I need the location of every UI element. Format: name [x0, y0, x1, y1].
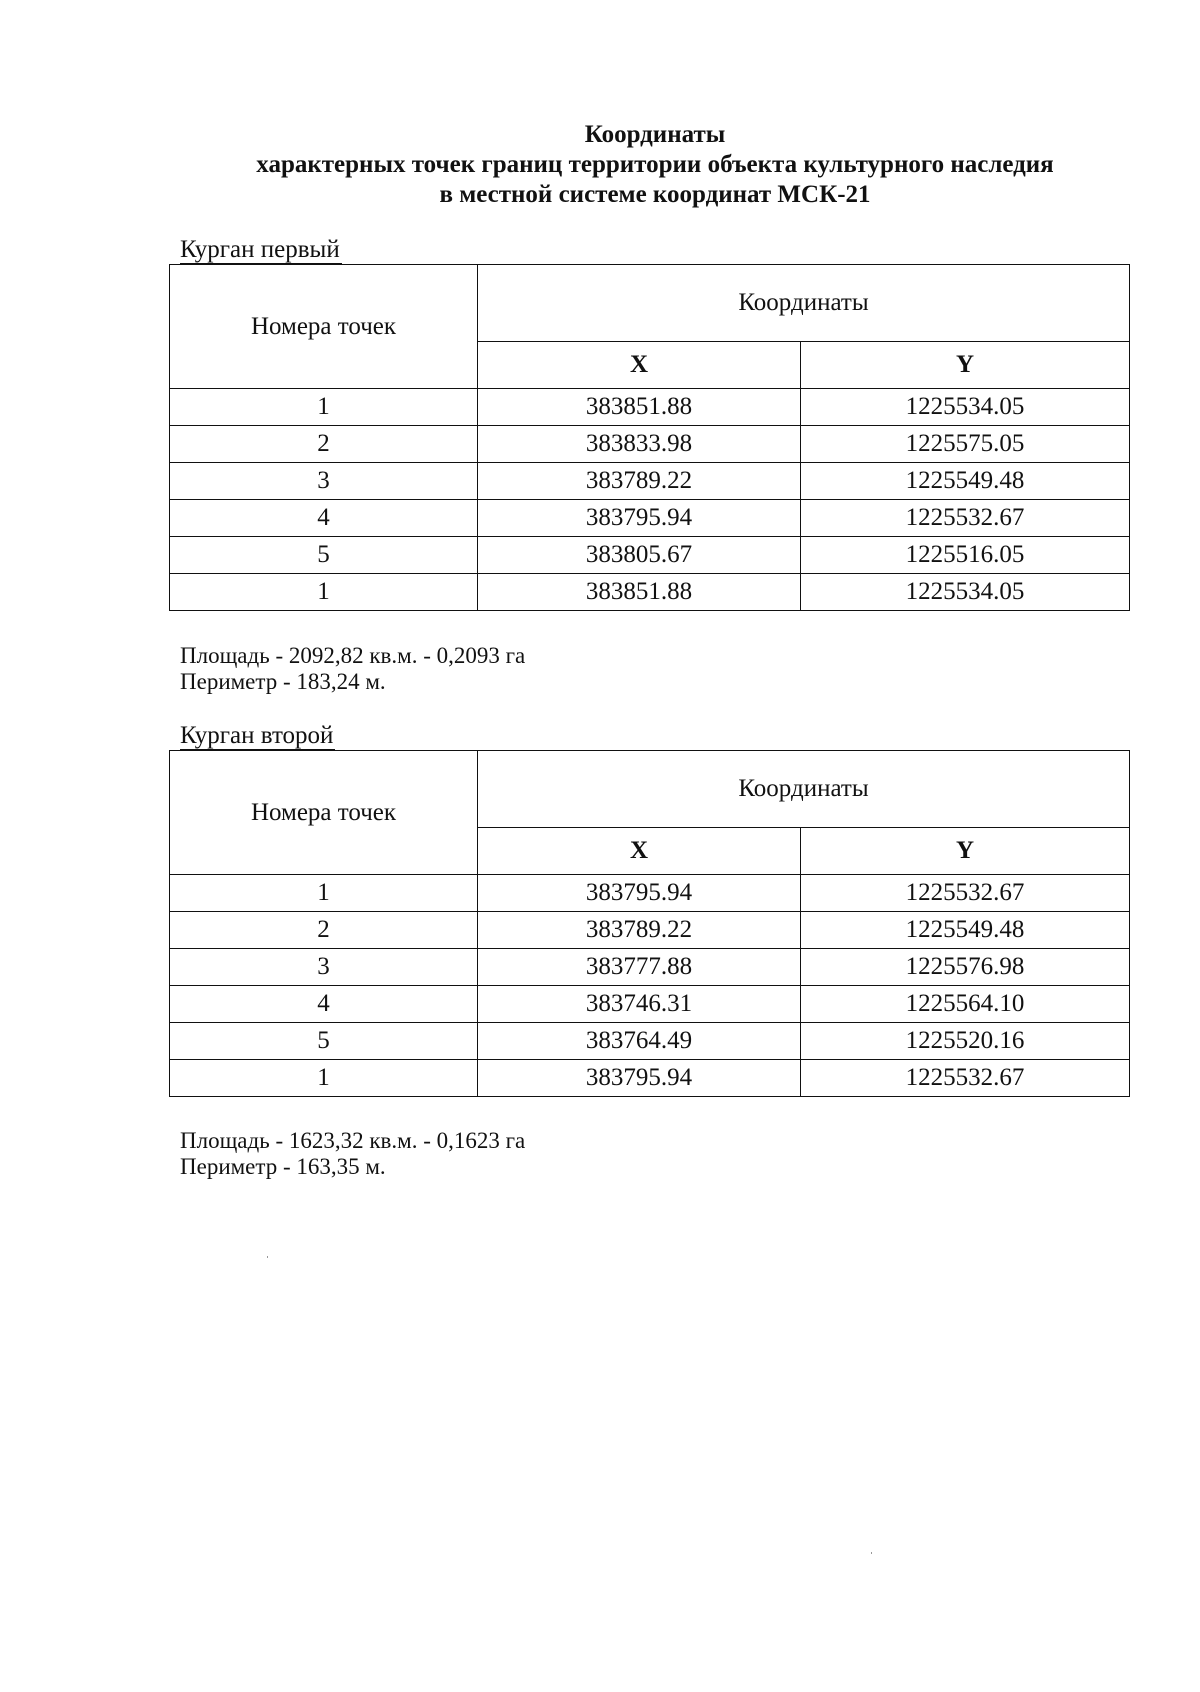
- scan-speck: [267, 1256, 268, 1258]
- coord-x: 383851.88: [478, 389, 801, 426]
- coord-x: 383789.22: [478, 463, 801, 500]
- document-title: [0, 120, 1200, 210]
- coordinates-table-kurgan-1: [169, 264, 1130, 611]
- coord-y: 1225534.05: [801, 574, 1130, 611]
- table-row: [170, 986, 1130, 1023]
- coord-x: 383833.98: [478, 426, 801, 463]
- table-row: [170, 875, 1130, 912]
- header-coordinates: Координаты: [478, 751, 1130, 828]
- header-x: X: [478, 828, 801, 875]
- coord-y: 1225532.67: [801, 500, 1130, 537]
- table-row: [170, 912, 1130, 949]
- table-row: [170, 500, 1130, 537]
- summary-kurgan-2: [180, 1128, 525, 1180]
- table-row: [170, 463, 1130, 500]
- area-text: Площадь - 1623,32 кв.м. - 0,1623 га: [180, 1128, 526, 1153]
- coord-x: 383789.22: [478, 912, 801, 949]
- point-number: 1: [170, 875, 478, 912]
- point-number: 2: [170, 912, 478, 949]
- point-number: 1: [170, 574, 478, 611]
- coord-y: 1225564.10: [801, 986, 1130, 1023]
- header-point-numbers: Номера точек: [170, 265, 478, 389]
- table-row: [170, 574, 1130, 611]
- header-x: X: [478, 342, 801, 389]
- coord-x: 383805.67: [478, 537, 801, 574]
- title-line-2: характерных точек границ территории объекта культурного наследия: [256, 151, 1054, 178]
- point-number: 1: [170, 389, 478, 426]
- header-point-numbers: Номера точек: [170, 751, 478, 875]
- point-number: 2: [170, 426, 478, 463]
- coord-y: 1225532.67: [801, 1060, 1130, 1097]
- coord-x: 383746.31: [478, 986, 801, 1023]
- coord-y: 1225516.05: [801, 537, 1130, 574]
- coord-x: 383764.49: [478, 1023, 801, 1060]
- point-number: 3: [170, 949, 478, 986]
- scan-speck: [871, 1552, 872, 1554]
- coord-y: 1225549.48: [801, 912, 1130, 949]
- table-row: [170, 949, 1130, 986]
- coord-x: 383777.88: [478, 949, 801, 986]
- coord-x: 383795.94: [478, 875, 801, 912]
- point-number: 4: [170, 500, 478, 537]
- coord-x: 383795.94: [478, 500, 801, 537]
- coord-y: 1225575.05: [801, 426, 1130, 463]
- section-label-kurgan-2: Курган второй: [180, 722, 334, 749]
- summary-kurgan-1: [180, 643, 525, 695]
- point-number: 1: [170, 1060, 478, 1097]
- table-row: [170, 1023, 1130, 1060]
- coord-y: 1225532.67: [801, 875, 1130, 912]
- coord-y: 1225520.16: [801, 1023, 1130, 1060]
- section-label-kurgan-1: Курган первый: [180, 236, 340, 263]
- perimeter-text: Периметр - 163,35 м.: [180, 1154, 386, 1179]
- header-y: Y: [801, 342, 1130, 389]
- point-number: 5: [170, 537, 478, 574]
- area-text: Площадь - 2092,82 кв.м. - 0,2093 га: [180, 643, 526, 668]
- table-row: [170, 389, 1130, 426]
- table-row: [170, 1060, 1130, 1097]
- coord-x: 383795.94: [478, 1060, 801, 1097]
- title-line-3: в местной системе координат МСК-21: [439, 181, 871, 208]
- coordinates-table-kurgan-2: [169, 750, 1130, 1097]
- point-number: 3: [170, 463, 478, 500]
- coord-y: 1225549.48: [801, 463, 1130, 500]
- header-y: Y: [801, 828, 1130, 875]
- coord-x: 383851.88: [478, 574, 801, 611]
- coord-y: 1225534.05: [801, 389, 1130, 426]
- coord-y: 1225576.98: [801, 949, 1130, 986]
- header-coordinates: Координаты: [478, 265, 1130, 342]
- table-row: [170, 537, 1130, 574]
- table-row: [170, 426, 1130, 463]
- point-number: 4: [170, 986, 478, 1023]
- point-number: 5: [170, 1023, 478, 1060]
- perimeter-text: Периметр - 183,24 м.: [180, 669, 386, 694]
- title-line-1: Координаты: [584, 121, 726, 148]
